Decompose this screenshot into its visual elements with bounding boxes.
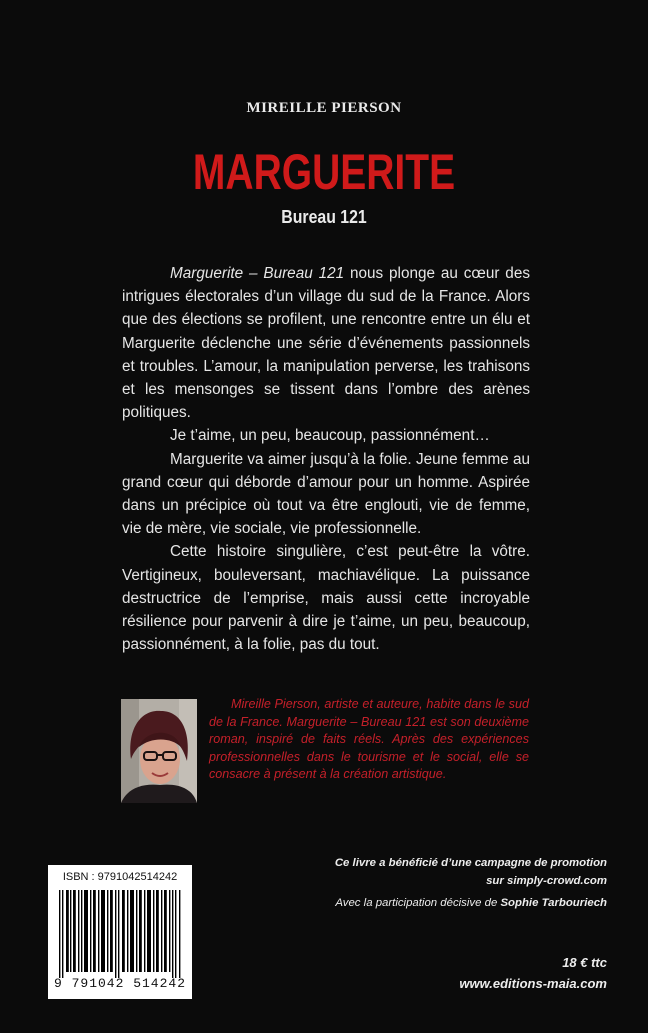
synopsis bbox=[122, 262, 530, 656]
synopsis-book-reference: Marguerite – Bureau 121 bbox=[170, 265, 345, 282]
credit-name: Sophie Tarbouriech bbox=[500, 897, 607, 909]
publisher-website: www.editions-maia.com bbox=[459, 976, 607, 991]
author-bio-text: Mireille Pierson, artiste et auteure, habite dans le sud de la France. Marguerite – Bureau 121 est son deuxième roman, inspiré de faits réels. Après des expériences professionnelles dans le tourisme et le social, elle se consacre à présent à la création artistique. bbox=[209, 697, 529, 782]
author-name: MIREILLE PIERSON bbox=[246, 100, 402, 116]
isbn-label: ISBN : 9791042514242 bbox=[62, 871, 178, 883]
synopsis-paragraph-1-text: nous plonge au cœur des intrigues électorales d’un village du sud de la France. Alors que des élections se profilent, une rencontre entre un élu et Marguerite déclenche une série d’événements passionnels et troubles. L’amour, la manipulation perverse, les trahisons et les mensonges se tissent dans l’ombre des arènes politiques. bbox=[122, 265, 530, 422]
author-photo bbox=[121, 699, 197, 803]
book-subtitle: Bureau 121 bbox=[281, 207, 367, 227]
synopsis-paragraph-3: Marguerite va aimer jusqu’à la folie. Jeune femme au grand cœur qui déborde d’amour pour un homme. Aspirée dans un précipice où tout va être englouti, vie de femme, vie de mère, vie sociale, vie professionnelle. bbox=[122, 450, 530, 538]
price: 18 € ttc bbox=[562, 955, 607, 970]
isbn-barcode bbox=[48, 865, 192, 999]
book-title: MARGUERITE bbox=[192, 144, 456, 200]
barcode-digits: 9 791042 514242 bbox=[53, 976, 187, 991]
synopsis-paragraph-1 bbox=[122, 262, 530, 424]
barcode-bars bbox=[57, 890, 183, 978]
participation-credit bbox=[267, 897, 607, 909]
author-bio bbox=[209, 696, 529, 784]
synopsis-paragraph-4: Cette histoire singulière, c’est peut-être la vôtre. Vertigineux, bouleversant, machiavélique. La puissance destructrice de l’emprise, mais aussi cette incroyable résilience pour parvenir à dire je t’aime, un peu, beaucoup, passionnément, à la folie, pas du tout. bbox=[122, 543, 530, 654]
crowdfunding-note-line-2: sur simply-crowd.com bbox=[486, 875, 607, 887]
synopsis-paragraph-2: Je t’aime, un peu, beaucoup, passionnément… bbox=[170, 427, 490, 445]
crowdfunding-note-line-1: Ce livre a bénéficié d’une campagne de promotion bbox=[334, 857, 607, 869]
crowdfunding-note bbox=[287, 854, 607, 890]
credit-prefix: Avec la participation décisive de bbox=[335, 897, 501, 909]
